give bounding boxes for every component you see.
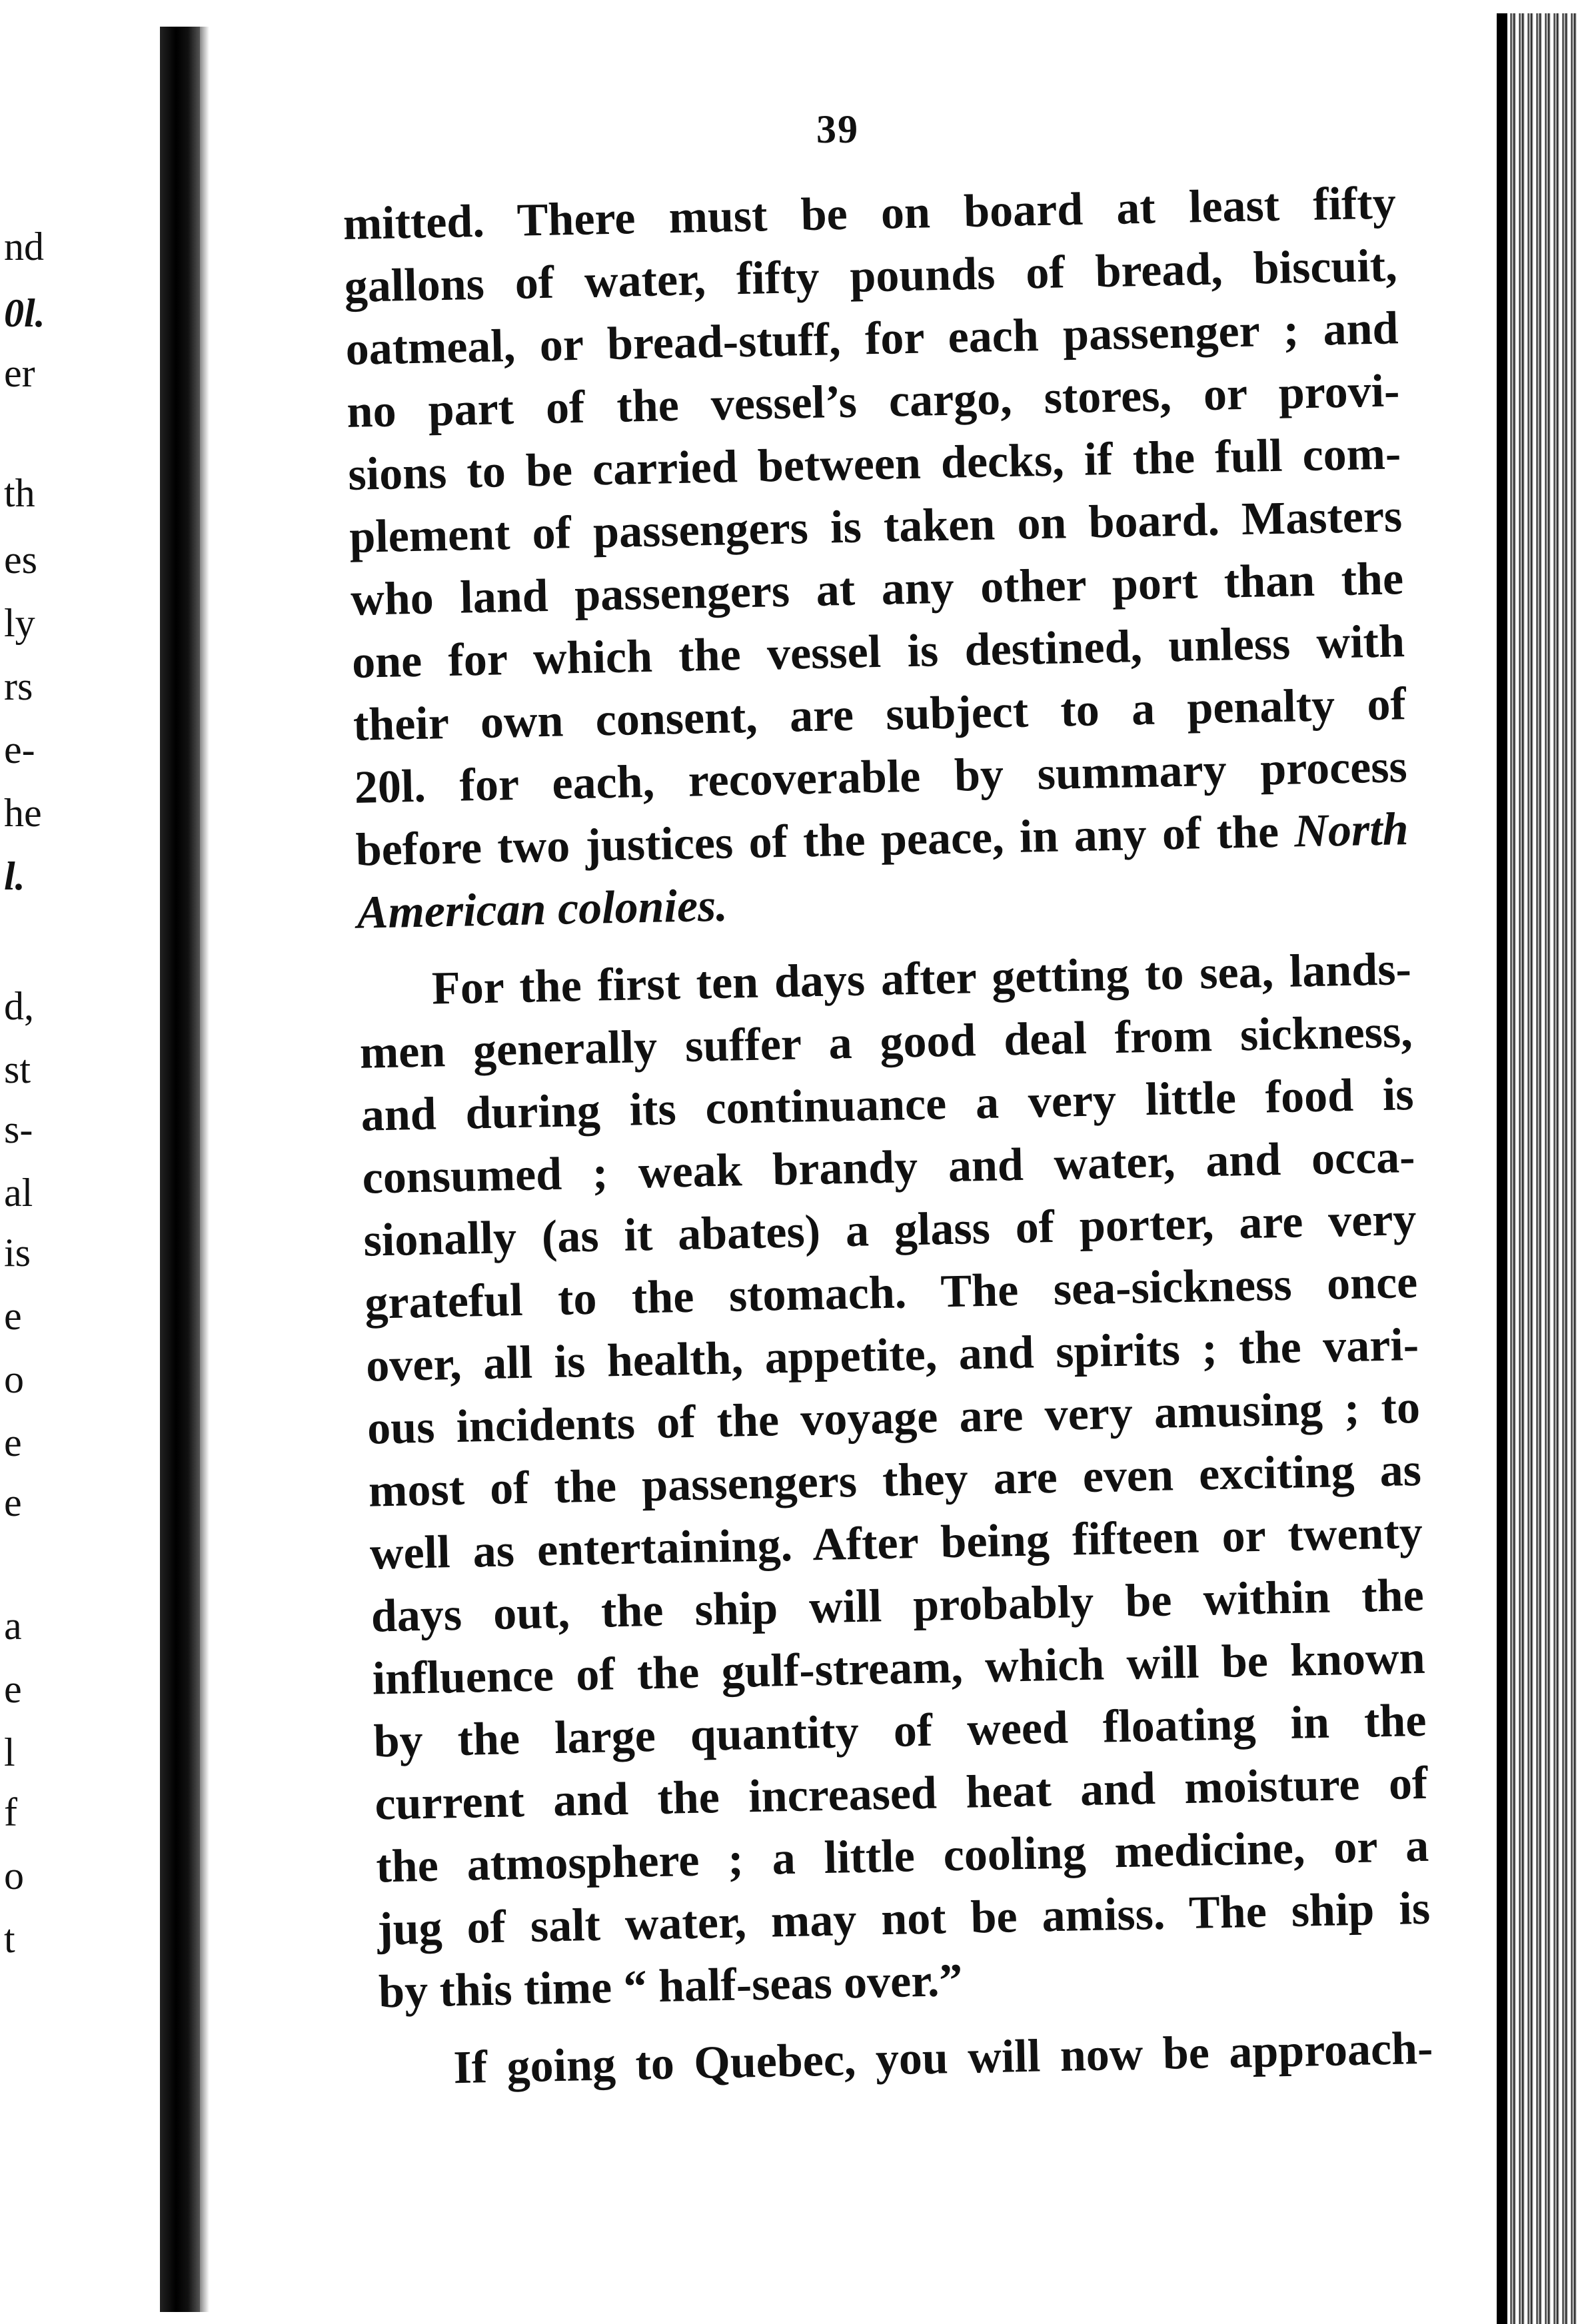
text-line: over, all is health, appetite, and spirits ; the vari- xyxy=(365,1319,1419,1392)
body-text xyxy=(343,172,1433,2101)
text-line: well as entertaining. After being fifteen or twenty xyxy=(369,1506,1423,1580)
facing-page-fragment: e xyxy=(4,1667,22,1711)
facing-page-fragment: e xyxy=(4,1421,22,1464)
facing-page-margin-text xyxy=(0,0,153,2324)
text-line: men generally suffer a good deal from sickness, xyxy=(359,1006,1413,1079)
facing-page-fragment: es xyxy=(4,538,37,582)
facing-page-fragment: o xyxy=(4,1357,24,1401)
facing-page-fragment: rs xyxy=(4,664,33,708)
text-line: by the large quantity of weed floating in the xyxy=(373,1694,1427,1768)
facing-page-fragment: 0l. xyxy=(4,291,45,335)
facing-page-fragment: f xyxy=(4,1790,17,1834)
text-line: consumed ; weak brandy and water, and occa- xyxy=(361,1131,1416,1204)
text-line: their own consent, are subject to a penalty of xyxy=(353,678,1407,751)
text-run: before two justices of the peace, in any of the xyxy=(355,806,1279,876)
text-line: days out, the ship will probably be within the xyxy=(371,1569,1425,1642)
facing-page-fragment: is xyxy=(4,1231,31,1275)
facing-page-fragment: th xyxy=(4,471,35,515)
text-line: influence of the gulf-stream, which will be known xyxy=(371,1632,1426,1705)
text-line: no part of the vessel’s cargo, stores, or provi- xyxy=(346,365,1401,438)
gutter-shadow xyxy=(200,27,209,2312)
facing-page-fragment: t xyxy=(4,1917,15,1961)
facing-page-fragment: nd xyxy=(4,225,44,269)
text-line: mitted. There must be on board at least fifty xyxy=(343,177,1397,250)
page-stack-edge xyxy=(1507,13,1578,2324)
text-line: by this time “ half-seas over.” xyxy=(378,1954,964,2018)
facing-page-fragment: he xyxy=(4,791,42,835)
facing-page-fragment: al xyxy=(4,1171,33,1215)
facing-page-fragment: d, xyxy=(4,984,34,1028)
facing-page-fragment: er xyxy=(4,351,35,395)
facing-page-fragment: ly xyxy=(4,601,35,645)
facing-page-fragment: l xyxy=(4,1730,15,1774)
facing-page-fragment: e- xyxy=(4,728,35,772)
facing-page-fragment: st xyxy=(4,1047,31,1091)
text-line: plement of passengers is taken on board. Masters xyxy=(349,490,1403,563)
book-gutter xyxy=(160,27,200,2312)
text-line: most of the passengers they are even exciting as xyxy=(368,1444,1422,1517)
facing-page-fragment: l. xyxy=(4,854,25,898)
facing-page-fragment: a xyxy=(4,1604,22,1648)
page-number: 39 xyxy=(816,107,859,151)
facing-page-fragment: e xyxy=(4,1294,22,1338)
text-line: For the first ten days after getting to sea, lands- xyxy=(431,943,1412,1015)
facing-page-fragment: e xyxy=(4,1480,22,1524)
text-line: and during its continuance a very little food is xyxy=(361,1069,1415,1141)
text-line: one for which the vessel is destined, unless with xyxy=(351,616,1405,688)
text-line: sions to be carried between decks, if the full com- xyxy=(347,428,1401,500)
facing-page-fragment: s- xyxy=(4,1107,33,1151)
text-line: sionally (as it abates) a glass of porter, are very xyxy=(363,1193,1417,1267)
italic-place-name: American colonies. xyxy=(356,879,728,939)
text-line: the atmosphere ; a little cooling medicine, or a xyxy=(375,1820,1429,1893)
text-line: grateful to the stomach. The sea-sickness once xyxy=(364,1256,1418,1329)
text-line: If going to Quebec, you will now be approach- xyxy=(452,2022,1433,2094)
text-line: current and the increased heat and moisture of xyxy=(374,1757,1428,1830)
text-line: oatmeal, or bread-stuff, for each passenger ; and xyxy=(345,302,1399,375)
facing-page-fragment: o xyxy=(4,1854,24,1898)
text-line: gallons of water, fifty pounds of bread, biscuit, xyxy=(344,240,1398,312)
text-line: 20l. for each, recoverable by summary process xyxy=(354,741,1408,814)
text-line: jug of salt water, may not be amiss. The ship is xyxy=(377,1882,1431,1956)
italic-place-name: North xyxy=(1293,804,1409,858)
text-line: ous incidents of the voyage are very amusing ; to xyxy=(367,1381,1421,1454)
text-line: who land passengers at any other port than the xyxy=(350,553,1404,626)
